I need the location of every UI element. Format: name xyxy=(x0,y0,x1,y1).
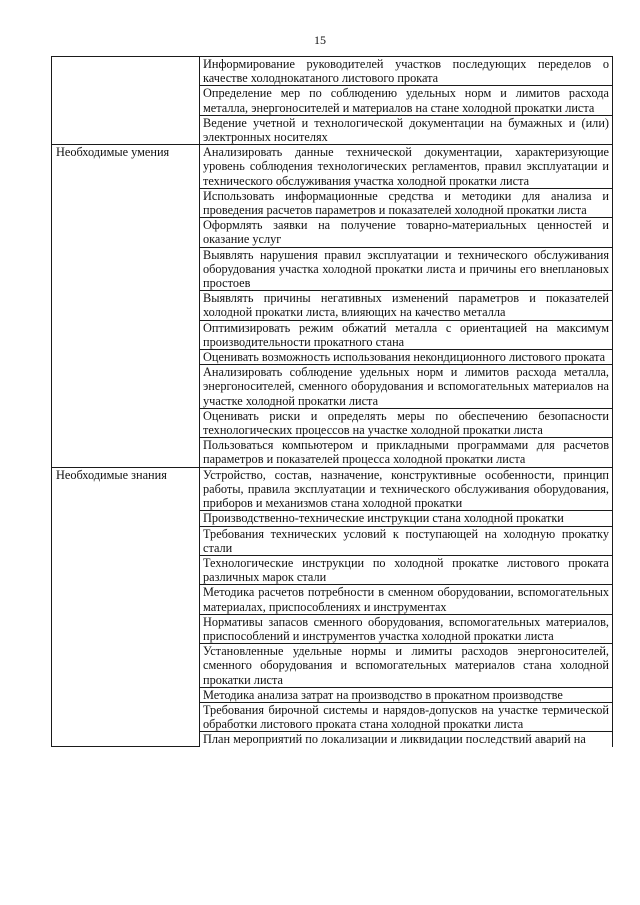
requirement-text: Требования технических условий к поступающей на холодную прокатку стали xyxy=(200,526,613,555)
section-label: Необходимые умения xyxy=(52,145,200,467)
requirement-text: Выявлять причины негативных изменений параметров и показателей холодной прокатки листа, влияющих на качество металла xyxy=(200,291,613,320)
requirement-text: Методика анализа затрат на производство в прокатном производстве xyxy=(200,687,613,702)
table-row xyxy=(52,467,613,511)
requirement-text: Нормативы запасов сменного оборудования, вспомогательных материалов, приспособлений и инструментов участка холодной прокатки листа xyxy=(200,614,613,643)
table-row xyxy=(52,145,613,189)
requirement-text: Выявлять нарушения правил эксплуатации и технического обслуживания оборудования участка холодной прокатки листа и причины его внеплановых простоев xyxy=(200,247,613,291)
requirement-text: Установленные удельные нормы и лимиты расходов энергоносителей, сменного оборудования и вспомогательных материалов стана холодной прокатки листа xyxy=(200,644,613,688)
requirement-text: Пользоваться компьютером и прикладными программами для расчетов параметров и показателей процесса холодной прокатки листа xyxy=(200,438,613,467)
requirement-text: Устройство, состав, назначение, конструктивные особенности, принцип работы, правила эксплуатации и технического обслуживания оборудования, приборов и механизмов стана холодной прокатки xyxy=(200,467,613,511)
requirement-text: Анализировать данные технической документации, характеризующие уровень соблюдения технологических регламентов, правил эксплуатации и технического обслуживания участка холодной прокатки листа xyxy=(200,145,613,189)
requirement-text: Оценивать риски и определять меры по обеспечению безопасности технологических процессов на участке холодной прокатки листа xyxy=(200,408,613,437)
page-number: 15 xyxy=(314,33,326,47)
requirement-text: Оформлять заявки на получение товарно-материальных ценностей и оказание услуг xyxy=(200,218,613,247)
requirement-text: Требования бирочной системы и нарядов-допусков на участке термической обработки листового проката стана холодной прокатки листа xyxy=(200,702,613,731)
requirement-text: Технологические инструкции по холодной прокатке листового проката различных марок стали xyxy=(200,555,613,584)
requirement-text: Оценивать возможность использования некондиционного листового проката xyxy=(200,350,613,365)
table-row xyxy=(52,57,613,86)
requirement-text: Анализировать соблюдение удельных норм и лимитов расхода металла, энергоносителей, сменного оборудования и вспомогательных материалов на участке холодной прокатки листа xyxy=(200,365,613,409)
requirement-text: Информирование руководителей участков последующих переделов о качестве холоднокатаного листового проката xyxy=(200,57,613,86)
requirement-text: План мероприятий по локализации и ликвидации последствий аварий на xyxy=(200,732,613,747)
requirement-text: Ведение учетной и технологической документации на бумажных и (или) электронных носителях xyxy=(200,115,613,144)
requirement-text: Производственно-технические инструкции стана холодной прокатки xyxy=(200,511,613,526)
requirement-text: Методика расчетов потребности в сменном оборудовании, вспомогательных материалах, приспособлениях и инструментах xyxy=(200,585,613,614)
section-label: Необходимые знания xyxy=(52,467,200,746)
section-label xyxy=(52,57,200,145)
requirement-text: Определение мер по соблюдению удельных норм и лимитов расхода металла, энергоносителей и материалов на стане холодной прокатки листа xyxy=(200,86,613,115)
table-body xyxy=(52,57,613,747)
requirement-text: Оптимизировать режим обжатий металла с ориентацией на максимум производительности прокатного стана xyxy=(200,320,613,349)
competency-table xyxy=(51,56,613,747)
requirement-text: Использовать информационные средства и методики для анализа и проведения расчетов параметров и показателей холодной прокатки листа xyxy=(200,188,613,217)
